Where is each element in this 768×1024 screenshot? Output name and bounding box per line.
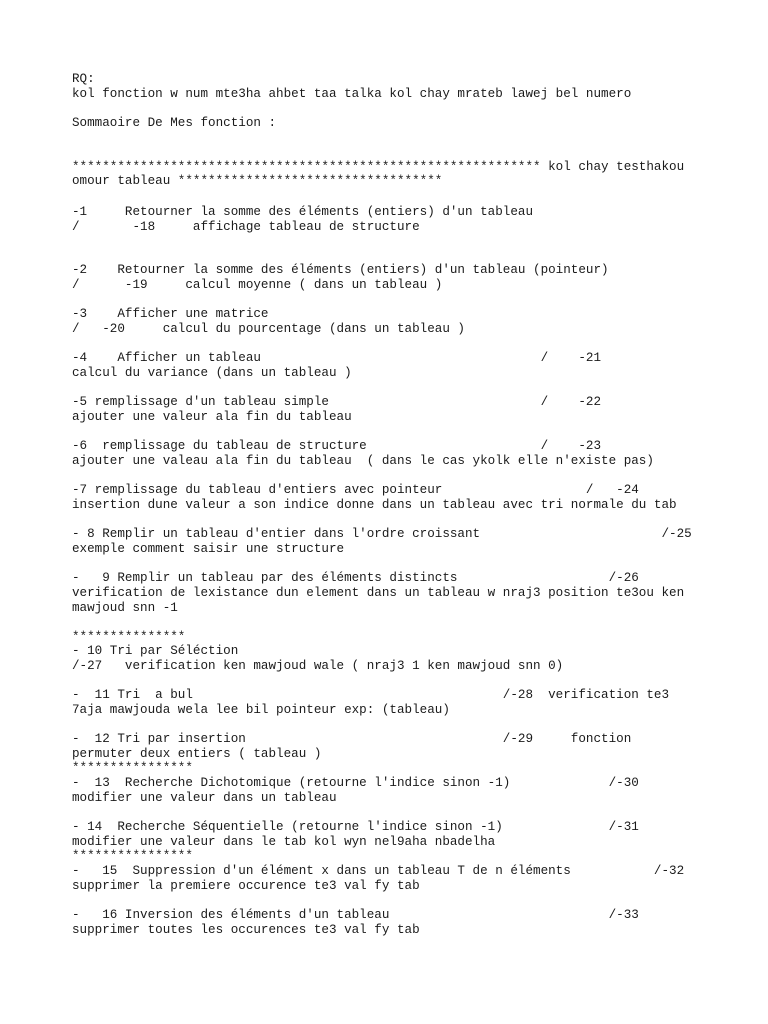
- function-entry: calcul du variance (dans un tableau ): [72, 366, 352, 380]
- function-entry: - 16 Inversion des éléments d'un tableau /-33: [72, 908, 639, 922]
- function-entry: -3 Afficher une matrice: [72, 307, 269, 321]
- function-entry: - 13 Recherche Dichotomique (retourne l'indice sinon -1) /-30: [72, 776, 639, 790]
- note-label: RQ:: [72, 72, 95, 86]
- function-entry: supprimer la premiere occurence te3 val fy tab: [72, 879, 420, 893]
- function-entry: - 15 Suppression d'un élément x dans un tableau T de n éléments /-32: [72, 864, 685, 878]
- function-entry: exemple comment saisir une structure: [72, 542, 345, 556]
- function-entry: verification de lexistance dun element dans un tableau w nraj3 position te3ou ken: [72, 586, 685, 600]
- function-entry: permuter deux entiers ( tableau ): [72, 747, 322, 761]
- function-entry: -2 Retourner la somme des éléments (entiers) d'un tableau (pointeur): [72, 263, 609, 277]
- function-entry: / -18 affichage tableau de structure: [72, 220, 420, 234]
- function-entry: / -19 calcul moyenne ( dans un tableau ): [72, 278, 443, 292]
- function-entry: - 8 Remplir un tableau d'entier dans l'ordre croissant /-25: [72, 527, 692, 541]
- function-entry: - 9 Remplir un tableau par des éléments distincts /-26: [72, 571, 639, 585]
- separator-line: ****************: [72, 761, 193, 775]
- separator-line: ****************: [72, 849, 193, 863]
- function-entry: /-27 verification ken mawjoud wale ( nraj3 1 ken mawjoud snn 0): [72, 659, 564, 673]
- function-entry: -1 Retourner la somme des éléments (entiers) d'un tableau: [72, 205, 534, 219]
- function-entry: ajouter une valeau ala fin du tableau ( dans le cas ykolk elle n'existe pas): [72, 454, 654, 468]
- function-entry: supprimer toutes les occurences te3 val fy tab: [72, 923, 420, 937]
- function-entry: 7aja mawjouda wela lee bil pointeur exp: (tableau): [72, 703, 450, 717]
- function-entry: -7 remplissage du tableau d'entiers avec pointeur / -24: [72, 483, 639, 497]
- function-entry: -6 remplissage du tableau de structure / -23: [72, 439, 602, 453]
- separator-line: omour tableau ***********************************: [72, 174, 443, 188]
- function-entry: - 14 Recherche Séquentielle (retourne l'indice sinon -1) /-31: [72, 820, 639, 834]
- summary-heading: Sommaoire De Mes fonction :: [72, 116, 277, 130]
- function-entry: -5 remplissage d'un tableau simple / -22: [72, 395, 602, 409]
- function-entry: modifier une valeur dans un tableau: [72, 791, 337, 805]
- function-entry: -4 Afficher un tableau / -21: [72, 351, 602, 365]
- function-entry: / -20 calcul du pourcentage (dans un tableau ): [72, 322, 465, 336]
- separator-line: ***************: [72, 630, 186, 644]
- function-entry: - 10 Tri par Séléction: [72, 644, 239, 658]
- function-entry: - 12 Tri par insertion /-29 fonction: [72, 732, 632, 746]
- function-entry: modifier une valeur dans le tab kol wyn nel9aha nbadelha: [72, 835, 496, 849]
- function-entry: ajouter une valeur ala fin du tableau: [72, 410, 352, 424]
- function-entry: - 11 Tri a bul /-28 verification te3: [72, 688, 670, 702]
- function-entry: mawjoud snn -1: [72, 601, 178, 615]
- function-entry: insertion dune valeur a son indice donne dans un tableau avec tri normale du tab: [72, 498, 677, 512]
- note-text: kol fonction w num mte3ha ahbet taa talka kol chay mrateb lawej bel numero: [72, 87, 632, 101]
- separator-line: ************************************************************** kol chay testhakou: [72, 160, 685, 174]
